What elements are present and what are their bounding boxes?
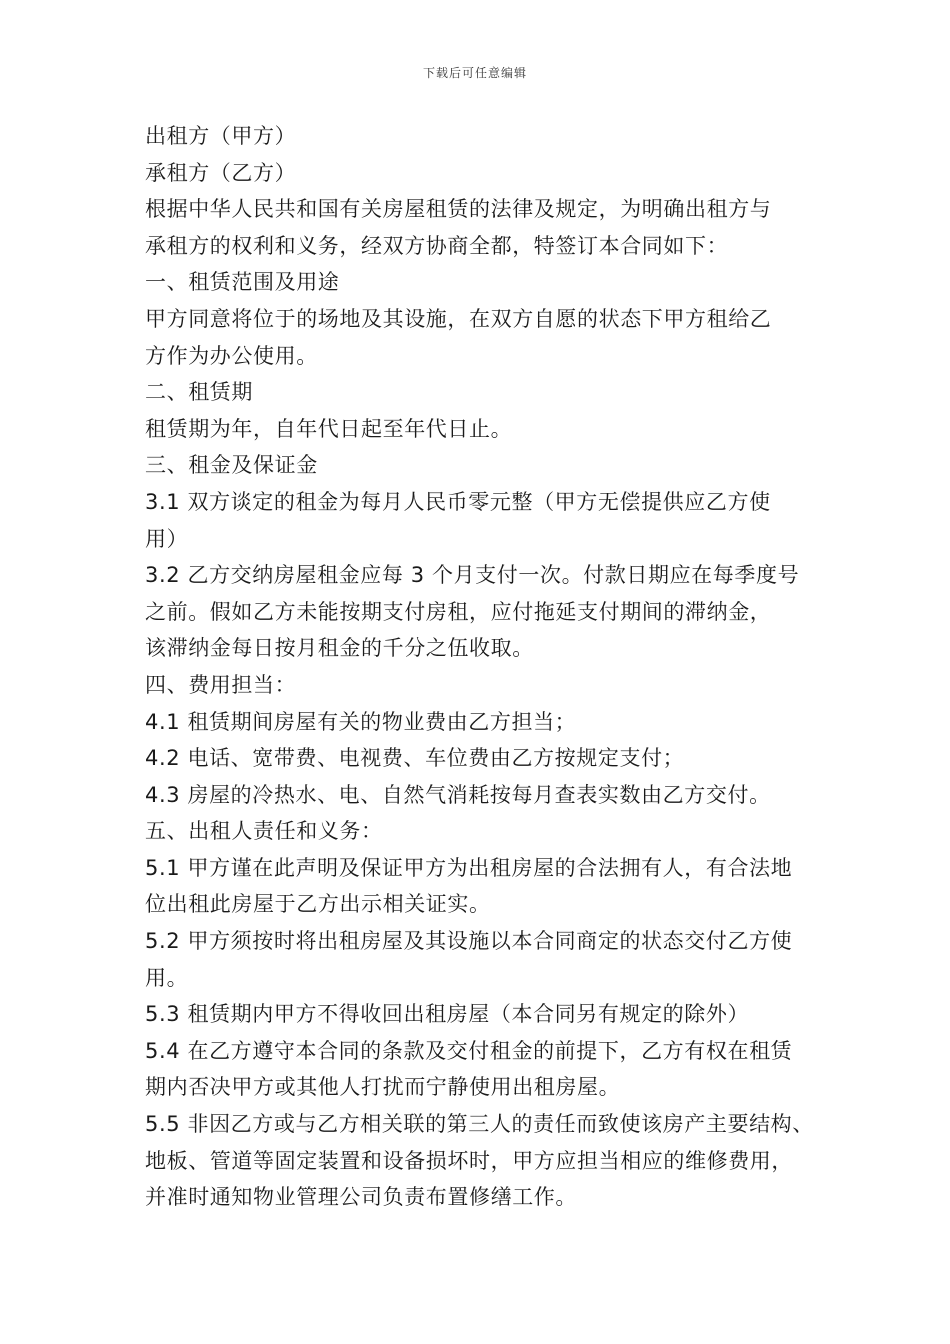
text-line: 3.1 双方谈定的租金为每月人民币零元整（甲方无偿提供应乙方使 [145, 489, 771, 514]
text-line: 4.2 电话、宽带费、电视费、车位费由乙方按规定支付； [145, 746, 685, 771]
text-line: 期内否决甲方或其他人打扰而宁静使用出租房屋。 [145, 1075, 621, 1100]
text-line: 出租方（甲方） [145, 124, 297, 148]
text-line: 该滞纳金每日按月租金的千分之伍收取。 [145, 636, 534, 661]
text-line: 5.1 甲方谨在此声明及保证甲方为出租房屋的合法拥有人，有合法地 [145, 855, 793, 880]
text-line: 3.2 乙方交纳房屋租金应每 3 个月支付一次。付款日期应在每季度号 [145, 563, 800, 588]
document-body [145, 118, 815, 1216]
text-line: 5.4 在乙方遵守本合同的条款及交付租金的前提下，乙方有权在租赁 [145, 1038, 793, 1063]
page-header: 下载后可任意编辑 [422, 66, 527, 80]
text-line: 之前。假如乙方未能按期支付房租，应付拖延支付期间的滞纳金， [145, 599, 772, 624]
text-line: 地板、管道等固定装置和设备损坏时，甲方应担当相应的维修费用， [145, 1148, 793, 1173]
text-line: 5.3 租赁期内甲方不得收回出租房屋（本合同另有规定的除外） [145, 1002, 750, 1027]
section-heading: 三、租金及保证金 [145, 453, 318, 478]
section-heading: 四、费用担当： [145, 672, 297, 697]
section-heading: 一、租赁范围及用途 [145, 270, 340, 295]
text-line: 方作为办公使用。 [145, 343, 318, 368]
text-line: 用。 [145, 965, 189, 990]
text-line: 4.1 租赁期间房屋有关的物业费由乙方担当； [145, 709, 577, 734]
text-line: 5.5 非因乙方或与乙方相关联的第三人的责任而致使该房产主要结构、 [145, 1112, 814, 1137]
text-line: 根据中华人民共和国有关房屋租赁的法律及规定，为明确出租方与 [145, 197, 772, 222]
text-line: 承租方的权利和义务，经双方协商全都，特签订本合同如下： [145, 233, 729, 258]
text-line: 4.3 房屋的冷热水、电、自然气消耗按每月查表实数由乙方交付。 [145, 782, 771, 807]
text-line: 位出租此房屋于乙方出示相关证实。 [145, 892, 491, 917]
section-heading: 二、租赁期 [145, 380, 253, 405]
text-line: 承租方（乙方） [145, 160, 297, 185]
text-line: 甲方同意将位于的场地及其设施，在双方自愿的状态下甲方租给乙 [145, 306, 772, 331]
text-line: 并准时通知物业管理公司负责布置修缮工作。 [145, 1185, 577, 1210]
text-line: 5.2 甲方须按时将出租房屋及其设施以本合同商定的状态交付乙方使 [145, 929, 793, 954]
section-heading: 五、出租人责任和义务： [145, 819, 383, 844]
text-line: 用） [145, 526, 189, 551]
text-line: 租赁期为年，自年代日起至年代日止。 [145, 416, 513, 441]
